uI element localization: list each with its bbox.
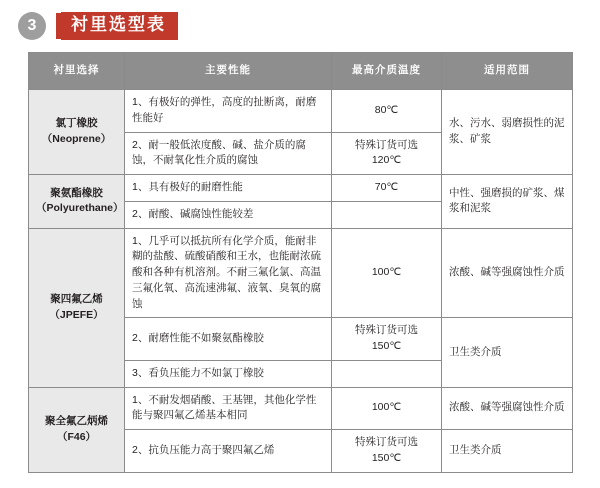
performance-cell: 3、看负压能力不如氯丁橡胶	[125, 360, 332, 387]
performance-cell: 2、抗负压能力高于聚四氟乙烯	[125, 430, 332, 473]
max-temperature-cell: 100℃	[332, 228, 442, 318]
performance-cell: 1、几乎可以抵抗所有化学介质，能耐非糊的盐酸、硫酸硝酸和王水，也能耐浓硫酸和各种有机溶剂。不耐三氟化氯、高温三氟化氧、高流速沸氟、液氧、臭氧的腐蚀	[125, 228, 332, 318]
application-scope-cell: 浓酸、碱等强腐蚀性介质	[442, 387, 573, 430]
performance-cell: 1、有极好的弹性，高度的扯断离，耐磨性能好	[125, 90, 332, 133]
table-container	[0, 40, 600, 473]
application-scope-cell: 卫生类介质	[442, 430, 573, 473]
table-row	[29, 228, 573, 318]
page-header	[0, 0, 600, 40]
column-header-max-temperature: 最高介质温度	[332, 53, 442, 90]
application-scope-cell: 水、污水、弱磨损性的泥浆、矿浆	[442, 90, 573, 175]
max-temperature-cell: 特殊订货可选 120℃	[332, 132, 442, 175]
application-scope-cell: 浓酸、碱等强腐蚀性介质	[442, 228, 573, 318]
page-title-label: 衬里选型表	[61, 12, 178, 40]
application-scope-cell: 卫生类介质	[442, 318, 573, 387]
table-row	[29, 90, 573, 133]
lining-name-cell: 氯丁橡胶 （Neoprene）	[29, 90, 125, 175]
performance-cell: 1、具有极好的耐磨性能	[125, 175, 332, 202]
lining-name-cell: 聚四氟乙烯 （JPEFE）	[29, 228, 125, 387]
lining-selection-table	[28, 52, 573, 473]
table-row	[29, 175, 573, 202]
max-temperature-cell: 80℃	[332, 90, 442, 133]
max-temperature-cell: 特殊订货可选 150℃	[332, 318, 442, 361]
column-header-performance: 主要性能	[125, 53, 332, 90]
performance-cell: 2、耐一般低浓度酸、碱、盐介质的腐蚀，不耐氧化性介质的腐蚀	[125, 132, 332, 175]
section-number-badge: 3	[18, 12, 46, 40]
table-head	[29, 53, 573, 90]
page-title	[56, 12, 178, 40]
table-row	[29, 387, 573, 430]
column-header-lining: 衬里选择	[29, 53, 125, 90]
lining-name-cell: 聚全氟乙炳烯 （F46）	[29, 387, 125, 472]
table-header-row	[29, 53, 573, 90]
performance-cell: 1、不耐发烟硝酸、王基锂，其他化学性能与聚四氟乙烯基本相同	[125, 387, 332, 430]
performance-cell: 2、耐磨性能不如聚氨酯橡胶	[125, 318, 332, 361]
max-temperature-cell: 100℃	[332, 387, 442, 430]
table-body	[29, 90, 573, 473]
column-header-application-scope: 适用范围	[442, 53, 573, 90]
application-scope-cell: 中性、强磨损的矿浆、煤浆和泥浆	[442, 175, 573, 229]
max-temperature-cell	[332, 201, 442, 228]
max-temperature-cell	[332, 360, 442, 387]
lining-name-cell: 聚氨酯橡胶 （Polyurethane）	[29, 175, 125, 229]
performance-cell: 2、耐酸、碱腐蚀性能较差	[125, 201, 332, 228]
max-temperature-cell: 70℃	[332, 175, 442, 202]
max-temperature-cell: 特殊订货可选 150℃	[332, 430, 442, 473]
